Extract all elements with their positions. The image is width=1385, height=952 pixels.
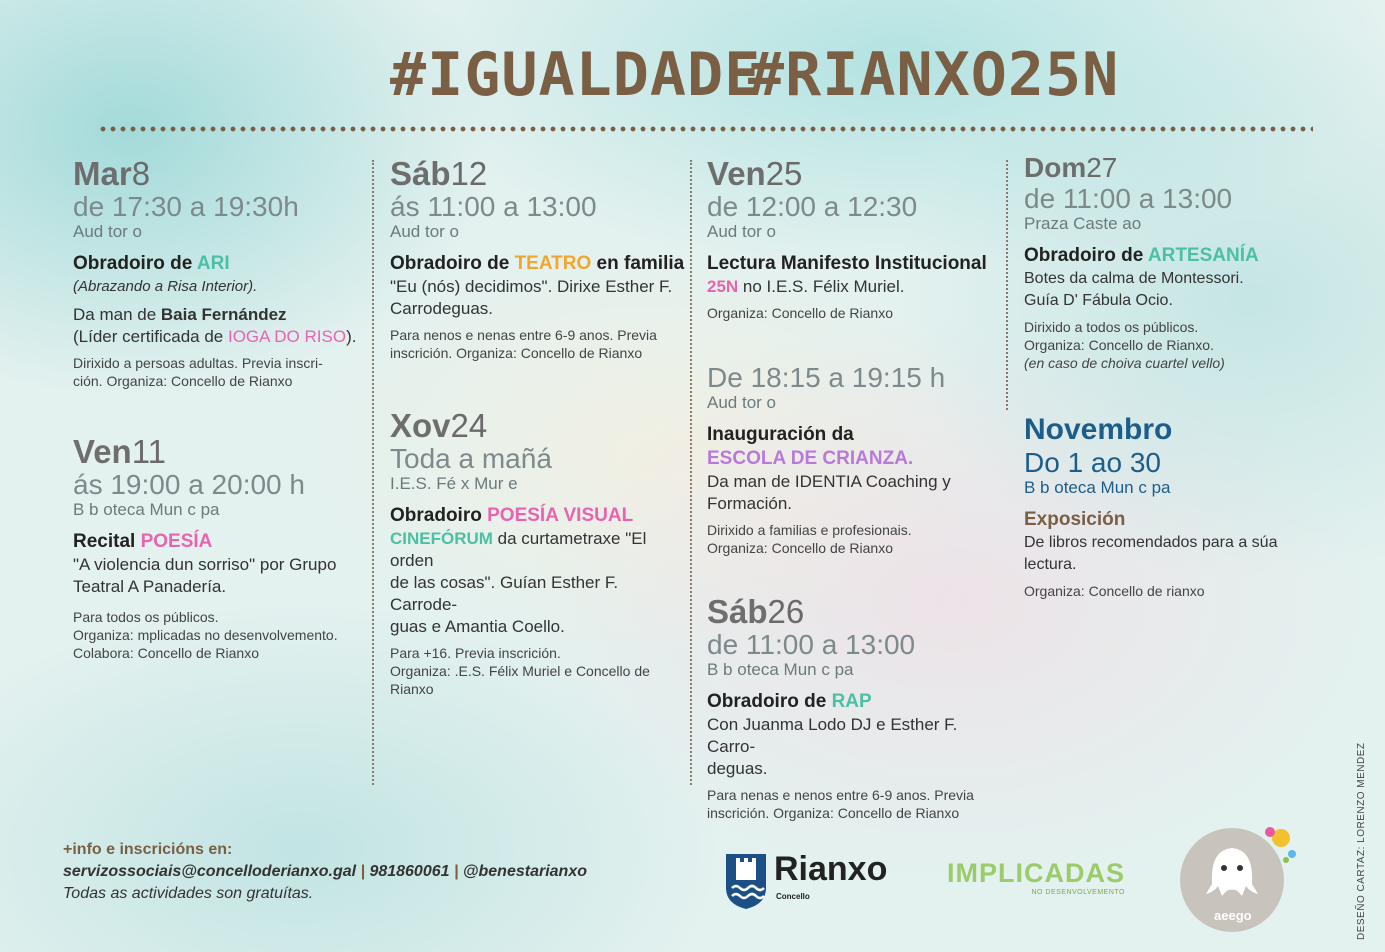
event-xov24 (390, 408, 685, 698)
footer-info (63, 839, 587, 905)
event-time: Do 1 ao 30 (1024, 447, 1161, 478)
event-date: Mar8 (73, 155, 151, 192)
event-dom27 (1024, 152, 1324, 372)
event-note: Para nenas e nenos entre 6-9 anos. Previa inscrición. Organiza: Concello de Rianxo (707, 787, 974, 821)
event-place: B b oteca Mun c pa (73, 500, 220, 519)
event-title: Obradoiro de TEATRO en familia (390, 253, 685, 274)
column-divider-3 (1006, 160, 1008, 410)
free-note: Todas as actividades son gratuítas. (63, 885, 314, 902)
hashtag-igualdade: #IGUALDADE (390, 40, 762, 110)
rianxo-subtitle: Concello (776, 892, 810, 901)
event-title-highlight: ESCOLA DE CRIANZA. (707, 448, 914, 469)
event-sab26 (707, 594, 1002, 822)
event-time: de 17:30 a 19:30h (73, 191, 299, 222)
event-date: Ven25 (707, 155, 803, 192)
event-time: ás 11:00 a 13:00 (390, 191, 597, 222)
event-title: Obradoiro de RAP (707, 691, 872, 712)
event-note: Dirixido a todos os públicos. Organiza: Concello de Rianxo. (en caso de choiva cuartel vello) (1024, 319, 1225, 371)
event-title: Lectura Manifesto Institucional (707, 253, 987, 274)
column-divider-2 (690, 160, 692, 785)
rianxo-wordmark: Rianxo (774, 850, 888, 888)
event-body: Da man de Baia Fernández (73, 305, 287, 324)
event-place: Praza Caste ao (1024, 214, 1142, 233)
event-time: de 12:00 a 12:30 (707, 191, 918, 222)
event-ven25 (707, 156, 1002, 322)
email-link[interactable]: servizossociais@concelloderianxo.gal (63, 863, 357, 880)
implicadas-wordmark: IMPLICADAS (947, 858, 1125, 888)
event-place: Aud tor o (707, 222, 776, 241)
rianxo-logo (724, 852, 924, 912)
event-body: "A violencia dun sorriso" por Grupo Teatral A Panadería. (73, 555, 337, 596)
event-note: Dirixido a familias e profesionais. Organiza: Concello de Rianxo (707, 522, 912, 556)
event-title: Exposición (1024, 509, 1126, 530)
event-place: I.E.S. Fé x Mur e (390, 474, 518, 493)
info-lead: +info e inscricións en: (63, 841, 233, 858)
event-date: Xov24 (390, 407, 488, 444)
event-time: Toda a mañá (390, 443, 552, 474)
event-body: De libros recomendados para a súa lectura. (1024, 534, 1278, 573)
phone-number[interactable]: 981860061 (369, 863, 450, 880)
event-body: 25N no I.E.S. Félix Muriel. (707, 277, 905, 296)
event-place: Aud tor o (390, 222, 459, 241)
event-novembro (1024, 412, 1324, 600)
column-divider-1 (372, 160, 374, 785)
event-place: Aud tor o (73, 222, 142, 241)
rianxo-shield-icon (724, 852, 768, 910)
hashtag-rianxo25n: #RIANXO25N (748, 40, 1120, 110)
event-time: De 18:15 a 19:15 h (707, 362, 946, 393)
event-time: de 11:00 a 13:00 (707, 629, 916, 660)
event-body: Da man de IDENTIA Coaching y Formación. (707, 472, 951, 513)
event-date: Dom27 (1024, 152, 1118, 183)
event-title: Inauguración da (707, 424, 854, 445)
event-note: Para +16. Previa inscrición. Organiza: .E.S. Félix Muriel e Concello de Rianxo (390, 645, 650, 697)
event-date: Sáb26 (707, 593, 805, 630)
event-sab12 (390, 156, 685, 362)
dotted-divider (98, 126, 1313, 132)
event-time: de 11:00 a 13:00 (1024, 183, 1233, 214)
contact-line: servizossociais@concelloderianxo.gal | 981860061 | @benestarianxo (63, 863, 587, 880)
implicadas-logo (947, 858, 1125, 896)
implicadas-subtitle: NO DESENVOLVEMENTO (1031, 889, 1125, 896)
aeego-wordmark: aeego (1214, 908, 1252, 923)
event-mar8 (73, 156, 368, 390)
event-title: Obradoiro POESÍA VISUAL (390, 505, 634, 526)
event-place: B b oteca Mun c pa (707, 660, 854, 679)
event-body: (Líder certificada de IOGA DO RISO). (73, 327, 357, 346)
event-note: Para todos os públicos. Organiza: mplicadas no desenvolvemento. Colabora: Concello de Rianxo (73, 609, 338, 661)
event-title: Obradoiro de ARTESANÍA (1024, 245, 1259, 266)
event-body: Botes da calma de Montessori. Guía D' Fábula Ocio. (1024, 270, 1244, 309)
event-body: "Eu (nós) decidimos". Dirixe Esther F. Carrodeguas. (390, 277, 673, 318)
event-date: Sáb12 (390, 155, 488, 192)
event-time: ás 19:00 a 20:00 h (73, 469, 305, 500)
social-handle[interactable]: @benestarianxo (462, 863, 587, 880)
event-place: B b oteca Mun c pa (1024, 478, 1171, 497)
event-place: Aud tor o (707, 393, 776, 412)
event-note: Organiza: Concello de rianxo (1024, 583, 1205, 599)
event-month: Novembro (1024, 413, 1173, 446)
aeego-logo (1180, 822, 1305, 932)
event-title: Obradoiro de ARI (73, 253, 230, 274)
event-note: Organiza: Concello de Rianxo (707, 305, 893, 321)
event-body: CINEFÓRUM da curtametraxe "El orden de las cosas". Guían Esther F. Carrode- guas e Amantia Coello. (390, 529, 647, 636)
event-note: Dirixido a persoas adultas. Previa inscri- ción. Organiza: Concello de Rianxo (73, 355, 323, 389)
event-ven25-afternoon (707, 363, 1002, 557)
event-title: Recital POESÍA (73, 531, 213, 552)
event-ven11 (73, 434, 368, 662)
event-body: Con Juanma Lodo DJ e Esther F. Carro- deguas. (707, 715, 958, 778)
event-date: Ven11 (73, 433, 166, 470)
design-credit: DESEÑO CARTAZ: LORENZO MENDEZ (1356, 742, 1367, 940)
event-note: Para nenos e nenas entre 6-9 anos. Previa inscrición. Organiza: Concello de Rianxo (390, 327, 657, 361)
event-subtitle: (Abrazando a Risa Interior). (73, 278, 258, 295)
